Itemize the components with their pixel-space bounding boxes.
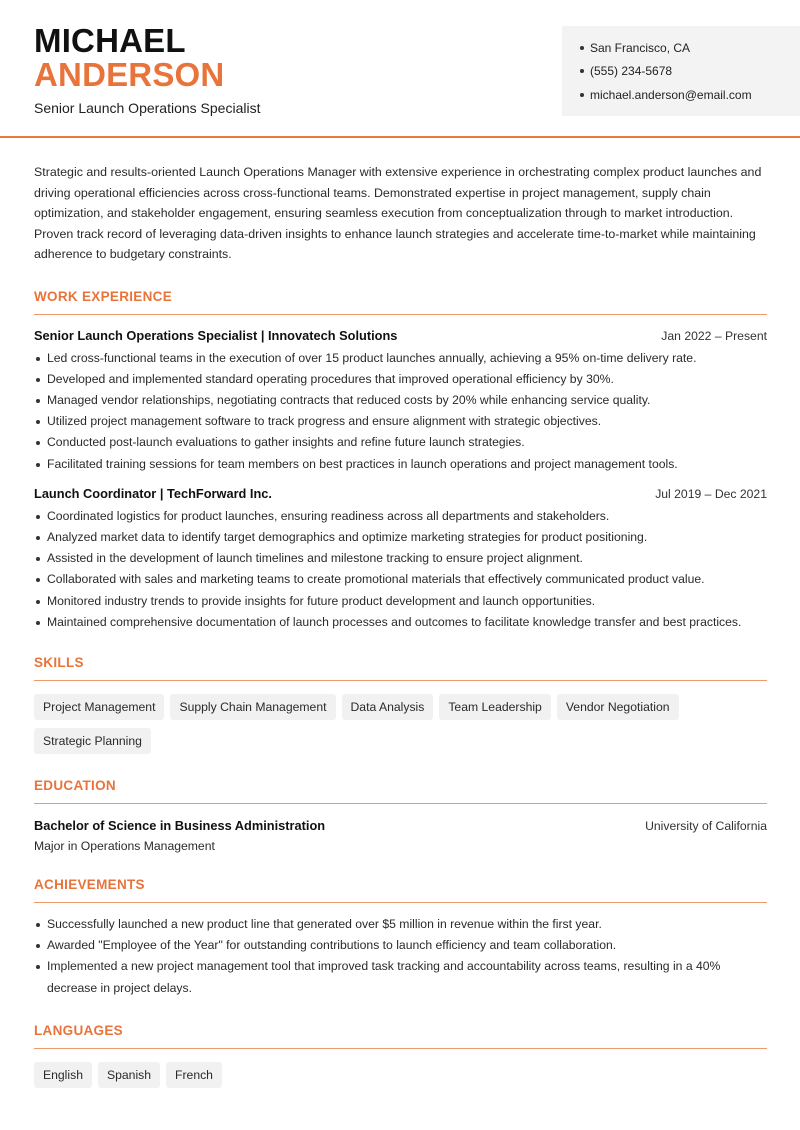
section-title: WORK EXPERIENCE — [34, 289, 767, 315]
skill-chip: Vendor Negotiation — [557, 694, 679, 720]
job-entry — [34, 328, 767, 475]
skills-section — [34, 655, 767, 754]
list-item: Developed and implemented standard operating procedures that improved operational efficiency by 30%. — [34, 369, 767, 390]
job-dates: Jul 2019 – Dec 2021 — [655, 486, 767, 501]
work-experience-section — [34, 289, 767, 633]
bullet-icon — [580, 93, 584, 97]
list-item: Managed vendor relationships, negotiating contracts that reduced costs by 20% while enhancing service quality. — [34, 390, 767, 411]
contact-phone: (555) 234-5678 — [580, 60, 800, 84]
list-item: Awarded "Employee of the Year" for outstanding contributions to launch efficiency and team collaboration. — [34, 935, 767, 956]
list-item: Coordinated logistics for product launches, ensuring readiness across all departments and stakeholders. — [34, 506, 767, 527]
list-item: Successfully launched a new product line that generated over $5 million in revenue within the first year. — [34, 914, 767, 935]
achievements-section — [34, 877, 767, 999]
skill-chip: Supply Chain Management — [170, 694, 335, 720]
languages-section — [34, 1023, 767, 1088]
section-title: LANGUAGES — [34, 1023, 767, 1049]
list-item: Monitored industry trends to provide insights for future product development and launch opportunities. — [34, 591, 767, 612]
contact-location: San Francisco, CA — [580, 36, 800, 60]
list-item: Assisted in the development of launch timelines and milestone tracking to ensure project alignment. — [34, 548, 767, 569]
summary: Strategic and results-oriented Launch Operations Manager with extensive experience in orchestrating complex product launches and driving operational efficiencies across cross-functional teams. Demonstrated expertise in project management, supply chain optimization, and stakeholder engagement, ensuring seamless execution from conceptualization through to market introduction. Proven track record of leveraging data-driven insights to enhance launch strategies and accelerate time-to-market while maintaining adherence to budgetary constraints. — [34, 165, 762, 261]
job-title: Senior Launch Operations Specialist — [34, 100, 261, 116]
contact-email[interactable]: michael.anderson@email.com — [580, 83, 800, 107]
list-item: Collaborated with sales and marketing teams to create promotional materials that effectively communicated product value. — [34, 569, 767, 590]
skill-chip: Project Management — [34, 694, 164, 720]
list-item: Maintained comprehensive documentation of launch processes and outcomes to facilitate knowledge transfer and best practices. — [34, 612, 767, 633]
school: University of California — [645, 818, 767, 833]
section-title: ACHIEVEMENTS — [34, 877, 767, 903]
list-item: Analyzed market data to identify target demographics and optimize marketing strategies for product positioning. — [34, 527, 767, 548]
skill-chip: Team Leadership — [439, 694, 551, 720]
section-title: SKILLS — [34, 655, 767, 681]
job-dates: Jan 2022 – Present — [661, 328, 767, 343]
last-name: ANDERSON — [34, 56, 225, 93]
education-section — [34, 778, 767, 853]
job-role: Launch Coordinator | TechForward Inc. — [34, 485, 272, 501]
section-title: EDUCATION — [34, 778, 767, 804]
list-item: Utilized project management software to track progress and ensure alignment with strategic objectives. — [34, 411, 767, 432]
list-item: Led cross-functional teams in the execution of over 15 product launches annually, achieving a 95% on-time delivery rate. — [34, 348, 767, 369]
degree: Bachelor of Science in Business Administration — [34, 817, 326, 833]
job-role: Senior Launch Operations Specialist | Innovatech Solutions — [34, 327, 398, 343]
major: Major in Operations Management — [34, 838, 215, 853]
first-name: MICHAEL — [34, 22, 186, 59]
bullet-icon — [580, 69, 584, 73]
list-item: Facilitated training sessions for team members on best practices in launch operations and project management tools. — [34, 454, 767, 475]
language-chip: Spanish — [98, 1062, 160, 1088]
language-chip: English — [34, 1062, 92, 1088]
list-item: Implemented a new project management tool that improved task tracking and accountability across teams, resulting in a 40% decrease in project delays. — [34, 956, 767, 998]
education-entry — [34, 818, 767, 853]
skill-chip: Strategic Planning — [34, 728, 151, 754]
resume-body — [34, 162, 767, 1088]
skill-chip: Data Analysis — [342, 694, 434, 720]
resume-header — [0, 0, 800, 138]
list-item: Conducted post-launch evaluations to gather insights and refine future launch strategies. — [34, 432, 767, 453]
language-chip: French — [166, 1062, 222, 1088]
job-entry — [34, 486, 767, 633]
contact-box — [562, 26, 800, 116]
bullet-icon — [580, 46, 584, 50]
